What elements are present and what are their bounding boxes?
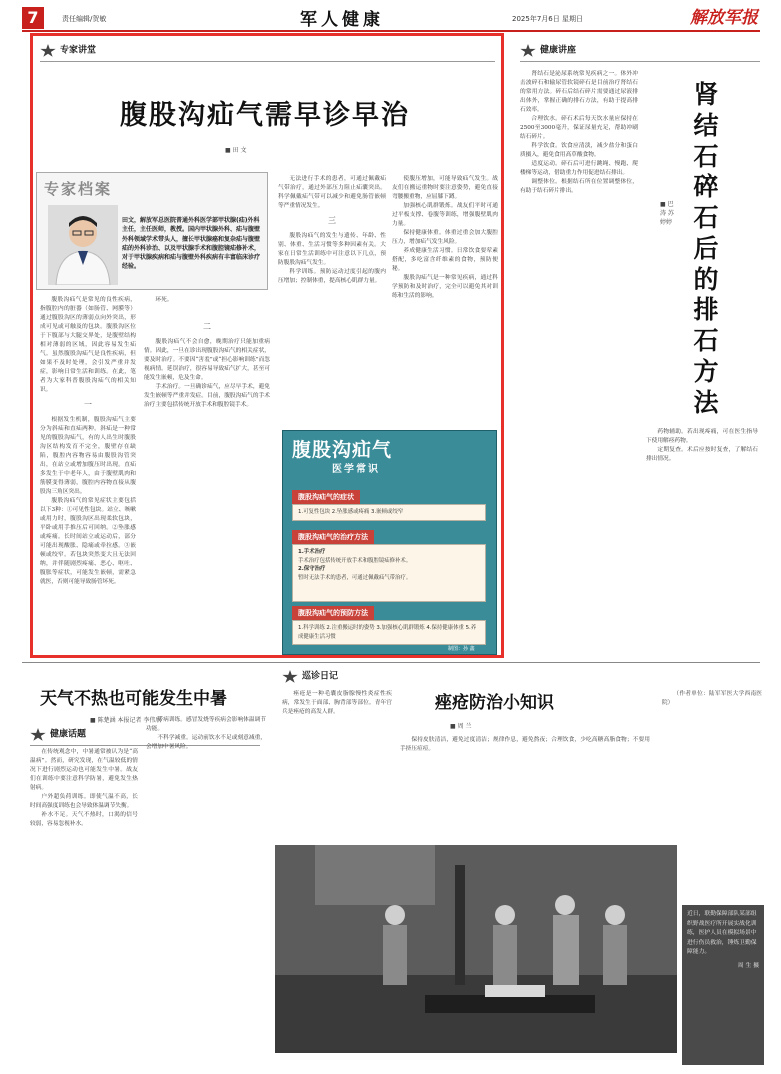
infographic-subtitle: 医学常识 <box>332 464 380 475</box>
prevention-banner: 腹股沟疝气的预防方法 <box>292 606 374 621</box>
paragraph: 不科学减重。运动前饮水不足或刻意减重，会增加中暑风险。 <box>146 735 266 750</box>
kidney-section-tag: 健康讲座 <box>520 44 760 62</box>
photo-caption-box <box>682 905 764 1065</box>
photo-caption: 近日，联勤保障部队某部组织野战医疗所开展实战化训练，医护人员在模拟场景中进行伤员救治，锤炼卫勤保障能力。 <box>687 911 757 956</box>
paragraph: 养成健康生活习惯。日常饮食要荤素搭配，多吃富含纤维素的食物，预防便秘。 <box>392 248 498 272</box>
paragraph: 手术治疗。一旦确诊疝气，应尽早手术，避免发生嵌顿等严重并发症。目前，腹股沟疝气的手术治疗主要包括传统开放手术和腹腔镜手术。 <box>144 383 270 408</box>
heatstroke-section-tag: 健康话题 <box>30 728 260 746</box>
treatment-1-label: 1.手术治疗 <box>298 549 326 555</box>
heatstroke-author: ■ 陈楚涵 本报记者 李伟欣 <box>90 717 162 724</box>
article-column-2 <box>144 296 270 652</box>
paragraph: 腹股沟疝气的常见症状主要包括以下3种：①可见性包块。站立、咳嗽或用力时，腹股沟区出现柔软包块，平卧或用手推压后可回纳。②坠胀感或疼痛。长时间站立或运动后，部分可能出现酸胀、隐痛或牵拉感。③嵌顿或绞窄。若包块突然变大且无法回纳，并伴随剧烈疼痛、恶心、呕吐、腹胀等症状，可能发生嵌顿，需紧急就医，否则可能导致肠管坏死。 <box>40 497 136 585</box>
infographic-credit: 制图：孙 鑫 <box>448 646 475 652</box>
paragraph: 在传统观念中，中暑通常被认为是“高温病”。然而，研究发现，在气温较低的情况下进行剧烈运动也可能发生中暑。战友们在训练中要注意科学防暑，避免发生热射病。 <box>30 749 138 791</box>
section-divider <box>22 662 760 663</box>
star-icon <box>30 728 46 742</box>
article-title: 腹股沟疝气需早诊早治 <box>120 100 410 131</box>
paragraph: 痤疮是一种毛囊皮脂腺慢性炎症性疾病，常发生于面部、胸背部等部位。青年官兵是痤疮的高发人群。 <box>282 691 392 715</box>
training-photo <box>275 845 677 1053</box>
newspaper-logo: 解放军报 <box>690 8 758 28</box>
expert-section-tag: 专家讲堂 <box>40 44 495 62</box>
article-column-4 <box>392 175 498 425</box>
acne-title: 痤疮防治小知识 <box>435 693 554 713</box>
acne-column-2 <box>400 736 650 840</box>
paragraph: 科学饮食。饮食应清淡，减少盐分和蛋白质摄入，避免食用高草酸食物。 <box>520 143 638 158</box>
treatment-2-label: 2.保守治疗 <box>298 566 326 573</box>
profile-text: 田文，解放军总医院普通外科医学部甲状腺(疝)外科主任，主任医师，教授。国内甲状腺外科、疝与腹壁外科领域学术带头人，擅长甲状腺癌和复杂疝与腹壁疝的外科诊治、以及甲状腺手术和腹腔镜疝修补术，对于甲状腺疾病和疝与腹壁外科疾病有丰富临床诊疗经验。 <box>122 217 261 271</box>
acne-column-3 <box>662 690 762 840</box>
acne-author: ■ 周 兰 <box>450 723 472 730</box>
subhead: 三 <box>328 216 336 225</box>
paragraph: 药物辅助。若出现疼痛，可在医生指导下使用解痉药物。 <box>646 429 758 444</box>
expert-photo <box>48 205 118 285</box>
paragraph: 调整体位。根据结石所在位置调整体位，有助于结石碎片排出。 <box>520 179 638 194</box>
kidney-column-2 <box>646 428 758 660</box>
paragraph: 科学训练。预防运动过度引起的腹内压增加；控制体重，提高核心肌群力量。 <box>278 268 386 284</box>
treatment-1-desc: 手术治疗包括传统开放手术和腹腔镜疝修补术。 <box>298 557 412 564</box>
star-icon <box>40 44 56 58</box>
paragraph: 带病训练。感冒发烧等疾病会影响体温调节功能。 <box>146 717 266 732</box>
article-column-1 <box>40 296 136 652</box>
treatment-2-desc: 暂时无法手术的患者，可通过佩戴疝气带治疗。 <box>298 574 412 581</box>
photo-credit: 周 生 摄 <box>737 962 759 969</box>
kidney-author: ■ 巴 涛 苏婷婷 <box>660 201 674 226</box>
paragraph: 根据发生机制，腹股沟疝气主要分为斜疝和直疝两种。斜疝是一种常见的腹股沟疝气，有的人出生时腹股沟区结构发育不完全，腹壁存在缺陷，腹腔内容物容易由腹股沟管突出，在站立或增加腹压时出现。直疝多发生于中老年人，由于腹壁肌肉和筋膜变得薄弱，腹腔内容物直接从腹股沟三角区突出。 <box>40 416 136 495</box>
editor-credit: 责任编辑/贺敏 <box>62 15 107 23</box>
infographic-title: 腹股沟疝气 <box>292 439 393 461</box>
paragraph: 环死。 <box>155 297 173 303</box>
article-column-3 <box>278 175 386 425</box>
paragraph: 户外超负荷训练。即使气温不高，长时间高强度训练也会导致体温调节失衡。 <box>30 794 138 809</box>
header-rule <box>22 30 760 32</box>
paragraph: （作者单位：陆军军医大学西南医院） <box>662 691 762 706</box>
page-number: 7 <box>22 7 44 29</box>
paragraph: 使腹压增加，可能导致疝气发生。战友们在搬运重物时要注意姿势，避免直接弯腰搬重物，应屈膝下蹲。 <box>392 176 498 200</box>
subhead: 二 <box>203 322 211 331</box>
heatstroke-column-2 <box>146 716 266 1064</box>
paragraph: 腹股沟疝气是一种常见疾病，通过科学预防和及时治疗，完全可以避免其对训练和生活的影响。 <box>392 275 498 299</box>
paragraph: 无法进行手术的患者，可通过佩戴疝气带治疗，通过外部压力阻止疝囊突出。科学佩戴疝气带可以减少和避免肠管嵌顿等严重情况发生。 <box>278 176 386 209</box>
paragraph: 腹股沟疝气是常见的良性疾病，指腹腔内的脏器（如肠管、网膜等）通过腹股沟区的薄弱点向外突出，形成可见或可触及的包块。腹股沟区位于下腹部与大腿交界处，是腹壁结构相对薄弱的区域，因此容易发生疝气。虽然腹股沟疝气是良性疾病，但如果不及时处理，会引发严重并发症，影响日常生活和训练。在此，笔者为大家科普腹股沟疝气的相关知识。 <box>40 297 136 393</box>
page-header <box>0 0 781 32</box>
paragraph: 定期复查。术后应按时复查，了解结石排出情况。 <box>646 447 758 462</box>
treatment-banner: 腹股沟疝气的治疗方法 <box>292 530 374 545</box>
heatstroke-title: 天气不热也可能发生中暑 <box>40 689 227 709</box>
paragraph: 适度运动。碎石后可进行跳绳、慢跑、爬楼梯等运动，借助重力作用促进结石排出。 <box>520 161 638 176</box>
paragraph: 保持健康体重。体重过重会加大腹腔压力，增加疝气发生风险。 <box>392 230 498 245</box>
paragraph: 肾结石是泌尿系统常见疾病之一。体外冲击波碎石和输尿管软镜碎石是目前治疗肾结石的常用方法。碎石后结石碎片需要通过尿液排出体外，掌握正确的排石方法，有助于提高排石效率。 <box>520 71 638 113</box>
issue-date: 2025年7月6日 星期日 <box>512 15 583 23</box>
paragraph: 加强核心肌群锻炼。战友们平时可通过平板支撑、卷腹等训练，增强腹壁肌肉力量。 <box>392 203 498 227</box>
diary-section-tag: 巡诊日记 <box>282 670 372 684</box>
star-icon <box>282 670 298 684</box>
section-title: 军人健康 <box>300 10 384 30</box>
star-icon <box>520 44 536 58</box>
paragraph: 腹股沟疝气的发生与遗传、年龄、性别、体重、生活习惯等多种因素有关。大家在日常生活训练中可注意以下几点，预防腹股沟疝气发生。 <box>278 232 386 266</box>
kidney-article-title: 肾结石碎石后的排石方法 <box>693 80 719 417</box>
subhead: 一 <box>84 400 92 409</box>
symptoms-card: 1.可复性包块 2.坠胀感或疼痛 3.嵌顿或绞窄 <box>292 504 486 521</box>
article-author: ■ 田 文 <box>225 147 247 154</box>
acne-column-1 <box>282 690 392 840</box>
paragraph: 保持皮肤清洁，避免过度清洁；规律作息，避免熬夜；合理饮食，少吃高糖高脂食物；不要用手挤压痘痘。 <box>400 737 650 752</box>
paragraph: 腹股沟疝气不会自愈，晚期治疗只能加重病情。因此，一旦在诊出现腹股沟疝气的相关症状，要及时治疗。不要因“害羞”或“担心影响训练”而忽视病情。延误治疗，很容易导致疝气扩大，甚至可能发生嵌顿，危及生命。 <box>144 338 270 381</box>
symptoms-banner: 腹股沟疝气的症状 <box>292 490 360 505</box>
heatstroke-column-1 <box>30 748 138 1064</box>
profile-label: 专家档案 <box>44 180 113 198</box>
paragraph: 合理饮水。碎石术后每天饮水量应保持在2500至3000毫升，保证尿量充足，帮助冲刷结石碎片。 <box>520 116 638 140</box>
prevention-card: 1.科学训练 2.注重搬运时的姿势 3.加强核心肌群锻炼 4.保持健康体重 5.养成健康生活习惯 <box>292 620 486 645</box>
treatment-card <box>292 544 486 602</box>
kidney-column-1 <box>520 70 638 660</box>
paragraph: 补水不足。天气不热时，口渴的信号较弱，容易忽视补水。 <box>30 812 138 827</box>
